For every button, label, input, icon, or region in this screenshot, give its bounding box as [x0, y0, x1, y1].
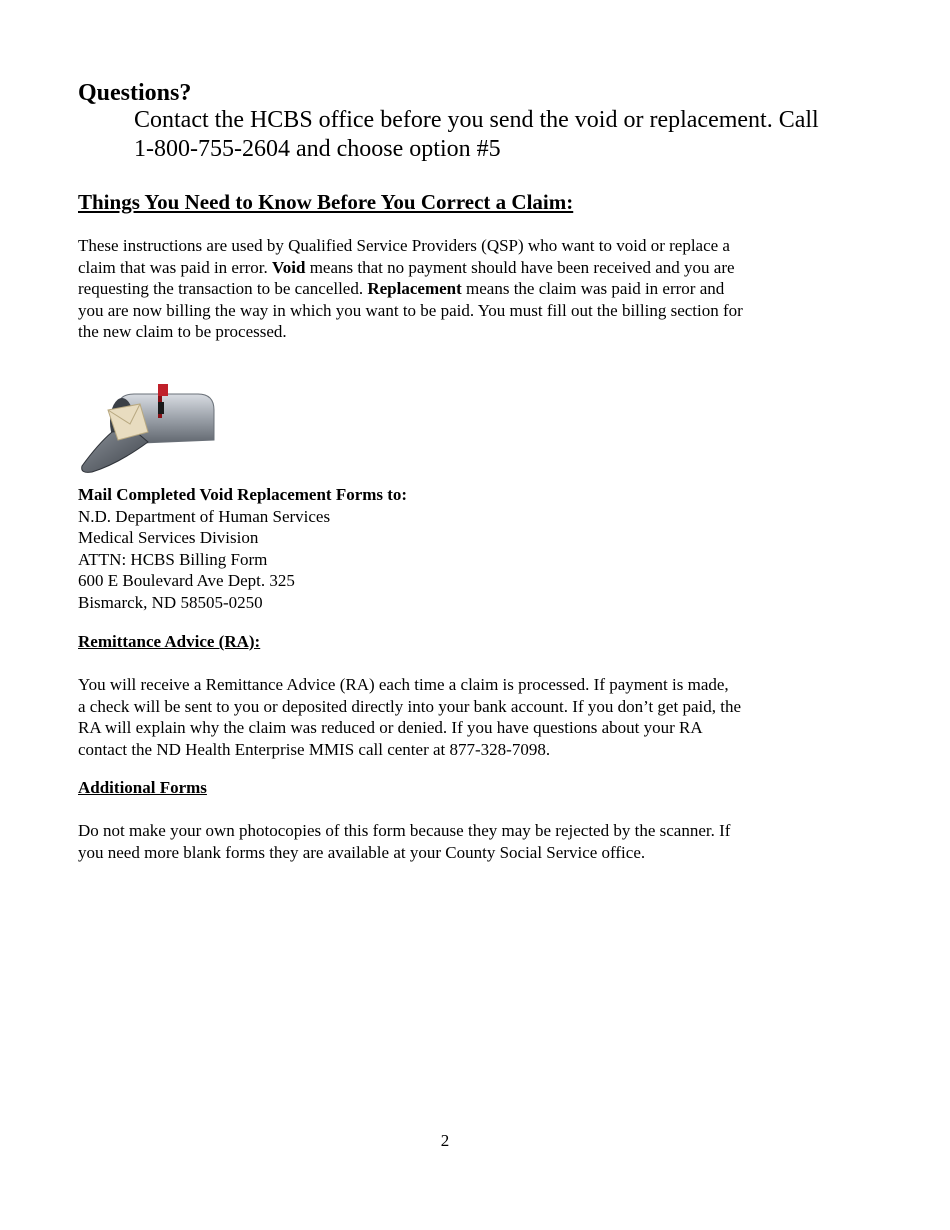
- address-line: Medical Services Division: [78, 528, 259, 547]
- address-line: 600 E Boulevard Ave Dept. 325: [78, 571, 295, 590]
- address-line: N.D. Department of Human Services: [78, 506, 331, 526]
- replacement-term: Replacement: [367, 279, 462, 298]
- remittance-line: a check will be sent to you or deposited directly into your bank account. If you don’t get paid, the: [78, 696, 741, 716]
- instructions-line-2-post: means that no payment should have been received and you are: [305, 257, 735, 277]
- instructions-line-1: These instructions are used by Qualified Service Providers (QSP) who want to void or replace a: [78, 236, 730, 255]
- mailbox-icon: [78, 382, 218, 478]
- remittance-paragraph: [78, 674, 838, 760]
- things-to-know-heading: Things You Need to Know Before You Correct a Claim:: [78, 190, 574, 214]
- address-line: Bismarck, ND 58505-0250: [78, 592, 263, 612]
- address-line: ATTN: HCBS Billing Form: [78, 549, 268, 569]
- void-term: Void: [272, 257, 306, 277]
- instructions-paragraph: [78, 235, 838, 343]
- questions-heading: Questions?: [78, 80, 192, 106]
- additional-forms-heading: Additional Forms: [78, 778, 207, 797]
- instructions-line-3: [78, 278, 838, 300]
- mailing-address-block: [78, 484, 407, 613]
- instructions-line-3-pre: requesting the transaction to be cancelled.: [78, 279, 368, 298]
- additional-forms-line: Do not make your own photocopies of this form because they may be rejected by the scanner. If: [78, 821, 731, 840]
- instructions-line-3-post: means the claim was paid in error and: [461, 279, 725, 298]
- instructions-line-4: you are now billing the way in which you want to be paid. You must fill out the billing section for: [78, 300, 743, 320]
- page-number: 2: [440, 1131, 450, 1150]
- additional-forms-line: you need more blank forms they are available at your County Social Service office.: [78, 842, 646, 862]
- questions-line-1: Contact the HCBS office before you send the void or replacement. Call: [134, 107, 819, 133]
- additional-forms-paragraph: [78, 820, 838, 863]
- questions-line-2: 1-800-755-2604 and choose option #5: [134, 136, 501, 162]
- mail-forms-title: Mail Completed Void Replacement Forms to:: [78, 485, 408, 504]
- remittance-line: contact the ND Health Enterprise MMIS call center at 877-328-7098.: [78, 739, 551, 759]
- remittance-advice-heading: Remittance Advice (RA):: [78, 632, 261, 651]
- instructions-line-2: [78, 257, 838, 279]
- instructions-line-5: the new claim to be processed.: [78, 322, 287, 341]
- remittance-line: RA will explain why the claim was reduced or denied. If you have questions about your RA: [78, 718, 703, 737]
- instructions-line-2-pre: claim that was paid in error.: [78, 257, 273, 277]
- questions-contact-text: [134, 106, 914, 164]
- remittance-line: You will receive a Remittance Advice (RA) each time a claim is processed. If payment is made,: [78, 675, 729, 694]
